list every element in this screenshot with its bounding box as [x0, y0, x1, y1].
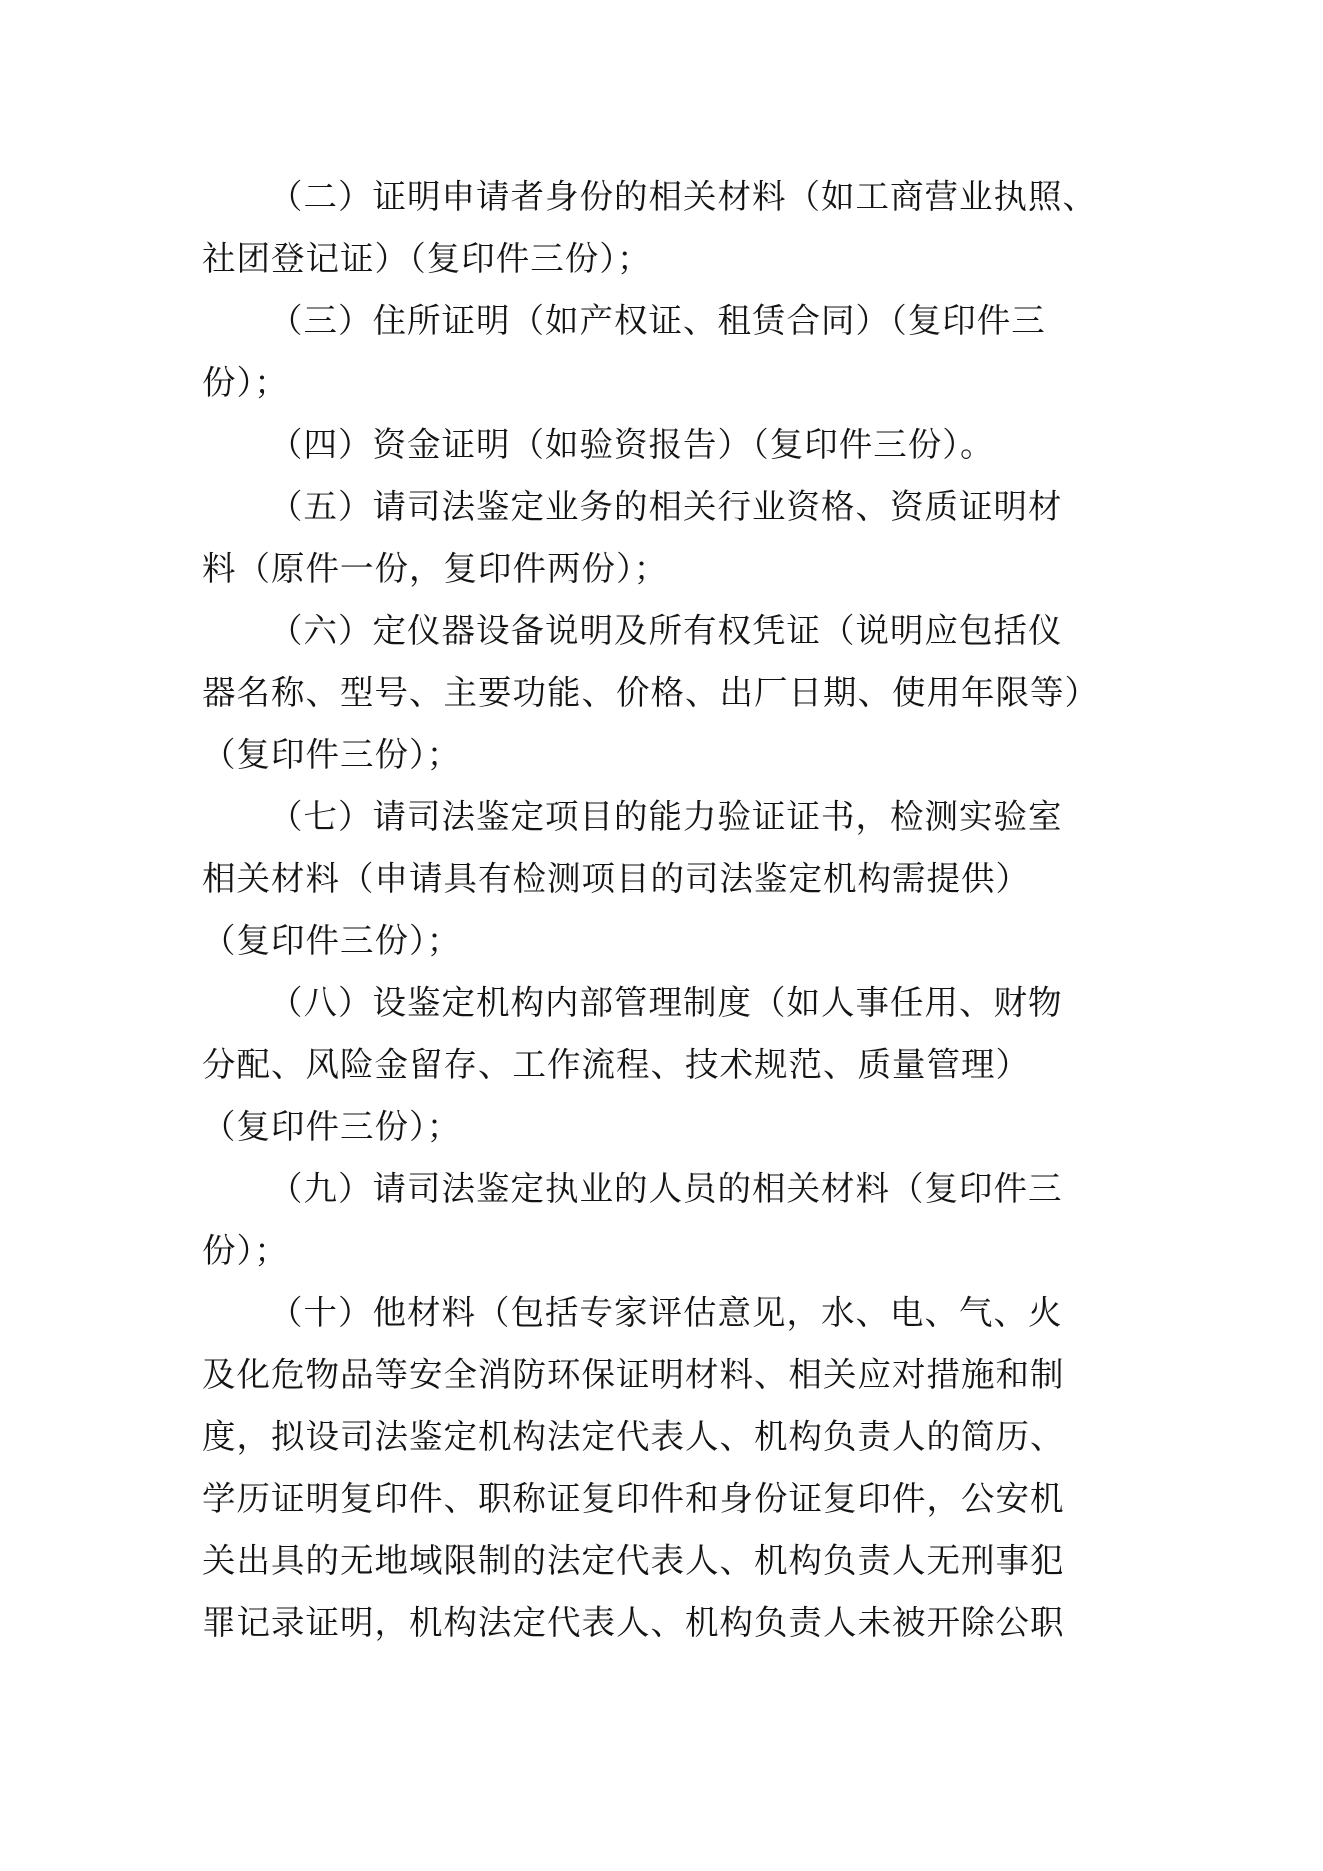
text-line: （复印件三份）； [202, 921, 462, 960]
paragraph-5 [202, 476, 1102, 600]
text-line: （五）请司法鉴定业务的相关行业资格、资质证明材 [269, 487, 1063, 526]
text-line: （复印件三份）； [202, 1107, 462, 1146]
text-line: （九）请司法鉴定执业的人员的相关材料（复印件三 [269, 1169, 1063, 1208]
paragraph-6 [202, 600, 1102, 786]
text-line: 社团登记证）（复印件三份）； [202, 239, 652, 278]
text-line: 分配、风险金留存、工作流程、技术规范、质量管理） [202, 1045, 1030, 1084]
text-line: （三）住所证明（如产权证、租赁合同）（复印件三 [269, 301, 1046, 340]
text-line: 关出具的无地域限制的法定代表人、机构负责人无刑事犯 [202, 1541, 1065, 1580]
text-line: 学历证明复印件、职称证复印件和身份证复印件，公安机 [202, 1479, 1065, 1518]
text-line: 份）； [202, 363, 289, 402]
text-line: 器名称、型号、主要功能、价格、出厂日期、使用年限等） [202, 673, 1099, 712]
text-line: 度，拟设司法鉴定机构法定代表人、机构负责人的简历、 [202, 1417, 1065, 1456]
paragraph-9 [202, 1158, 1102, 1282]
text-line: （六）定仪器设备说明及所有权凭证（说明应包括仪 [269, 611, 1063, 650]
text-line: （复印件三份）； [202, 735, 462, 774]
text-line: （八）设鉴定机构内部管理制度（如人事任用、财物 [269, 983, 1063, 1022]
text-line: （四）资金证明（如验资报告）（复印件三份）。 [269, 425, 995, 464]
paragraph-8 [202, 972, 1102, 1158]
text-line: 料（原件一份，复印件两份）； [202, 549, 669, 588]
text-line: 份）； [202, 1231, 289, 1270]
paragraph-7 [202, 786, 1102, 972]
text-line: 及化危物品等安全消防环保证明材料、相关应对措施和制 [202, 1355, 1065, 1394]
text-line: （十）他材料（包括专家评估意见，水、电、气、火 [269, 1293, 1063, 1332]
paragraph-3 [202, 290, 1102, 414]
paragraph-4 [202, 414, 1102, 476]
paragraph-10 [202, 1282, 1102, 1654]
text-line: 相关材料（申请具有检测项目的司法鉴定机构需提供） [202, 859, 1030, 898]
document-body [202, 166, 1102, 1654]
text-line: 罪记录证明，机构法定代表人、机构负责人未被开除公职 [202, 1603, 1065, 1642]
text-line: （七）请司法鉴定项目的能力验证证书，检测实验室 [269, 797, 1063, 836]
paragraph-2 [202, 166, 1102, 290]
text-line: （二）证明申请者身份的相关材料（如工商营业执照、 [269, 177, 1097, 216]
